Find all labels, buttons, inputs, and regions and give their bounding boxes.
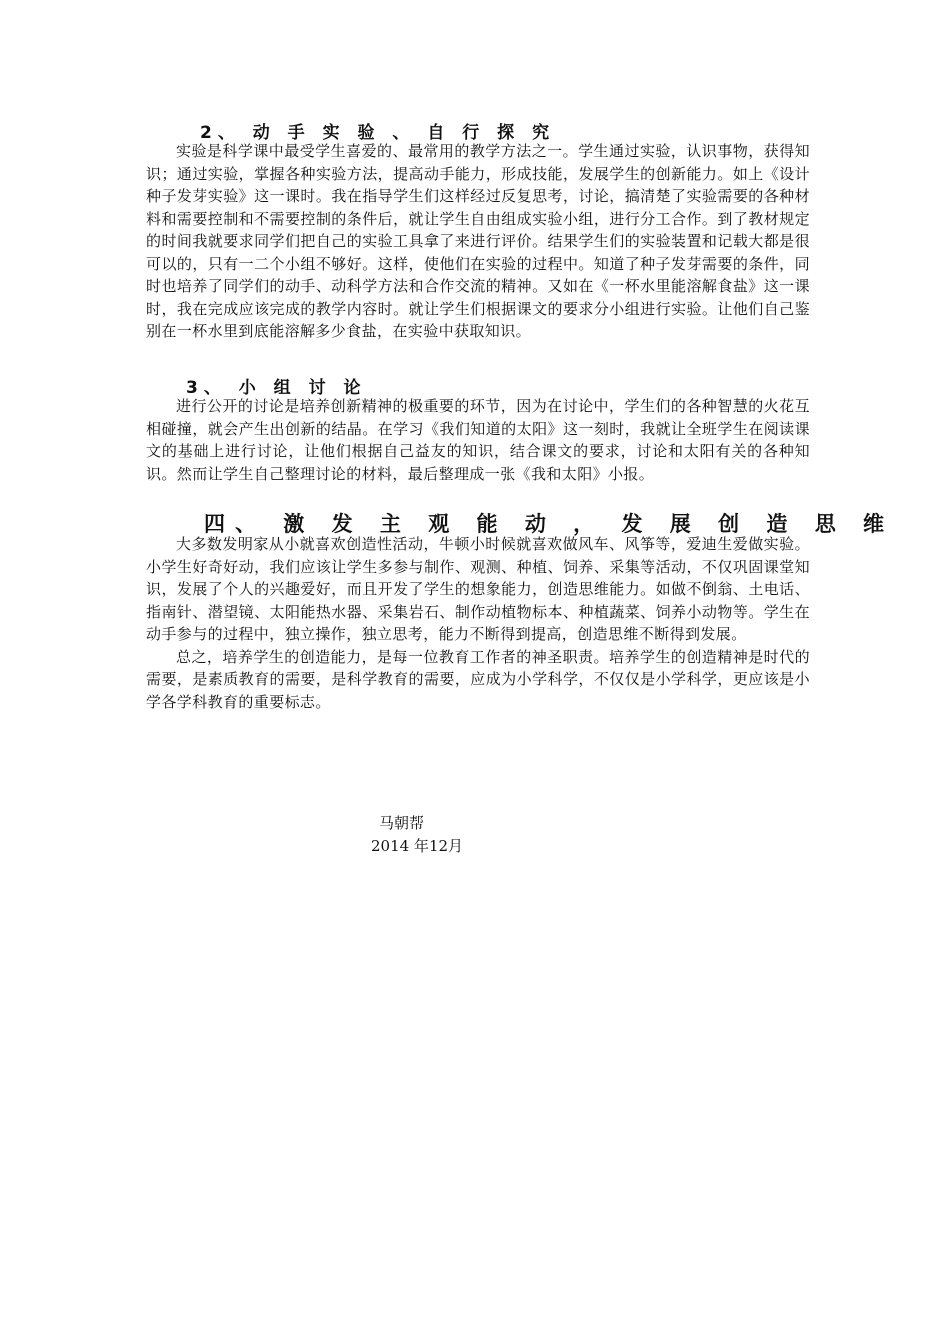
- signature-author: 马朝帮: [379, 814, 425, 832]
- section-heading-creative-thinking: 四、 激 发 主 观 能 动 ， 发 展 创 造 思 维: [204, 512, 895, 536]
- signature-date: 2014 年12月: [371, 837, 464, 855]
- paragraph: 大多数发明家从小就喜欢创造性活动，牛顿小时候就喜欢做风车、风筝等，爱迪生爱做实验。小学生好奇好动，我们应该让学生多参与制作、观测、种植、饲养、采集等活动，不仅巩固课堂知识，发展了个人的兴趣爱好，而且开发了学生的想象能力，创造思维能力。如做不倒翁、土电话、指南针、潜望镜、太阳能热水器、采集岩石、制作动植物标本、种植蔬菜、饲养小动物等。学生在动手参与的过程中，独立操作，独立思考，能力不断得到提高，创造思维不断得到发展。: [146, 535, 810, 643]
- section-body-creative-thinking: [146, 533, 810, 713]
- paragraph: 进行公开的讨论是培养创新精神的极重要的环节，因为在讨论中，学生们的各种智慧的火花互相碰撞，就会产生出创新的结晶。在学习《我们知道的太阳》这一刻时，我就让全班学生在阅读课文的基础上进行讨论，让他们根据自己益友的知识，结合课文的要求，讨论和太阳有关的各种知识。然而让学生自己整理讨论的材料，最后整理成一张《我和太阳》小报。: [146, 397, 810, 483]
- section-heading-hands-on-experiment: 2、 动 手 实 验 、 自 行 探 究: [200, 123, 556, 143]
- section-body-hands-on-experiment: [146, 140, 810, 343]
- paragraph: 实验是科学课中最受学生喜爱的、最常用的教学方法之一。学生通过实验，认识事物，获得知识；通过实验，掌握各种实验方法，提高动手能力，形成技能，发展学生的创新能力。如上《设计种子发芽实验》这一课时。我在指导学生们这样经过反复思考，讨论，搞清楚了实验需要的各种材料和需要控制和不需要控制的条件后，就让学生自由组成实验小组，进行分工合作。到了教材规定的时间我就要求同学们把自己的实验工具拿了来进行评价。结果学生们的实验装置和记载大都是很可以的，只有一二个小组不够好。这样，使他们在实验的过程中。知道了种子发芽需要的条件，同时也培养了同学们的动手、动科学方法和合作交流的精神。又如在《一杯水里能溶解食盐》这一课时，我在完成应该完成的教学内容时。就让学生们根据课文的要求分小组进行实验。让他们自己鉴别在一杯水里到底能溶解多少食盐，在实验中获取知识。: [146, 142, 810, 340]
- paragraph: 总之，培养学生的创造能力，是每一位教育工作者的神圣职责。培养学生的创造精神是时代的需要，是素质教育的需要，是科学教育的需要，应成为小学科学，不仅仅是小学科学，更应该是小学各学科教育的重要标志。: [146, 647, 810, 711]
- section-body-group-discussion: [146, 395, 810, 485]
- section-heading-group-discussion: 3、 小 组 讨 论: [186, 378, 367, 398]
